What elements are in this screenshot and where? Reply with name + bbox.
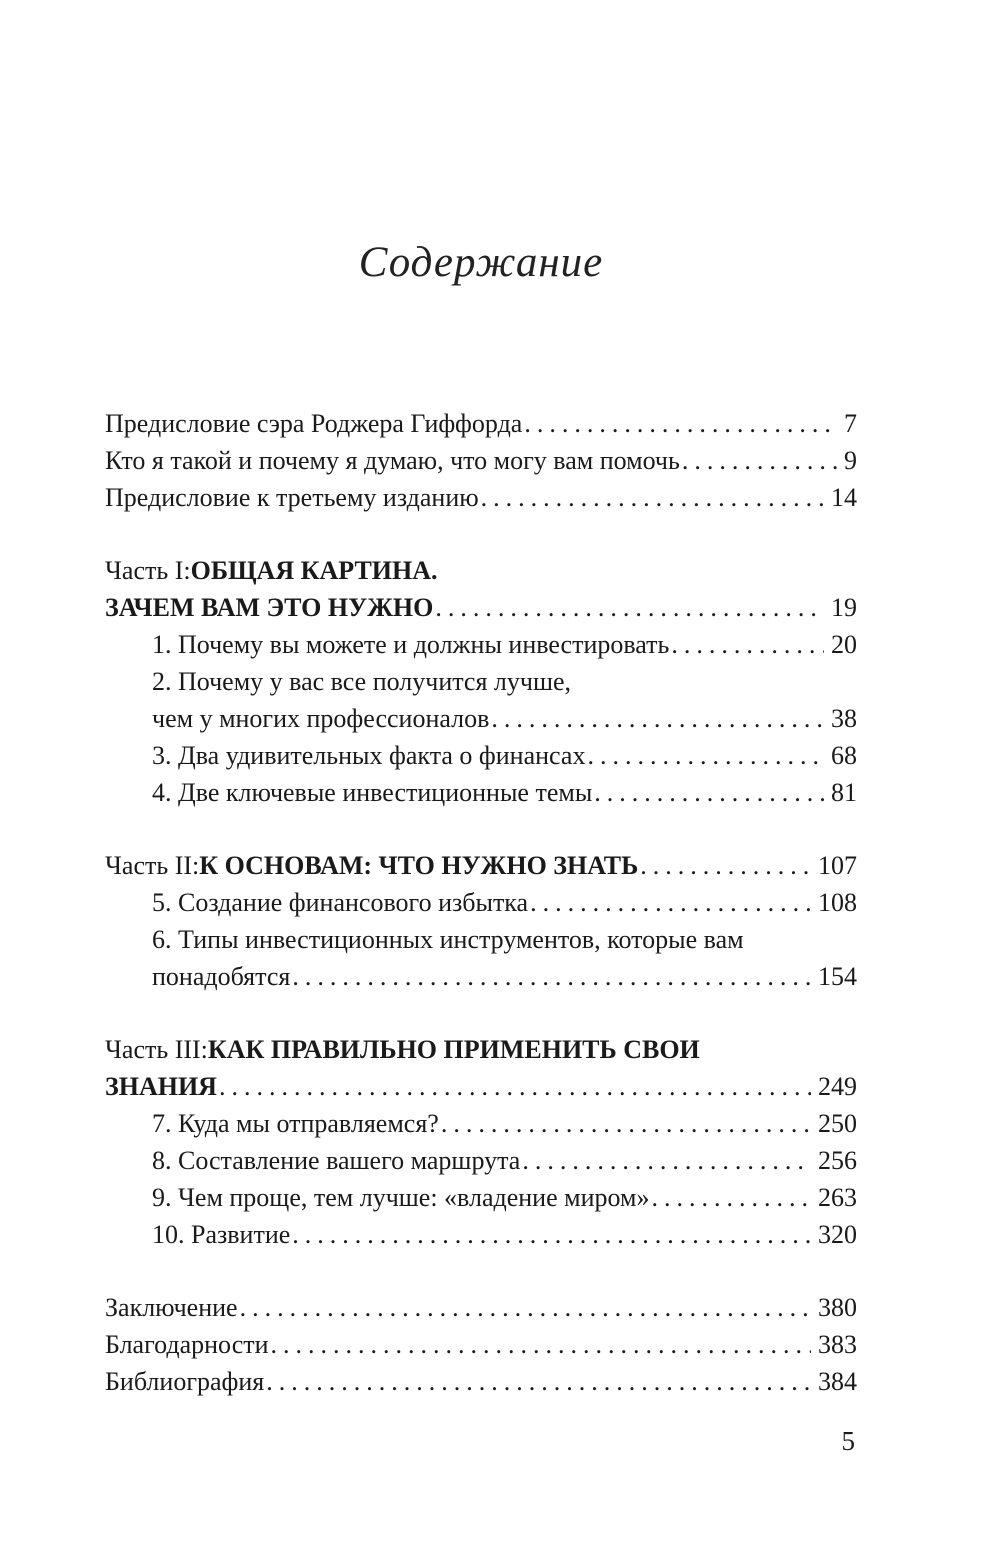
toc-row (105, 479, 857, 516)
toc-page-number: 320 (818, 1220, 857, 1249)
toc-page-number: 7 (844, 409, 857, 438)
dot-leader (292, 1216, 811, 1253)
toc-row (105, 1216, 857, 1253)
toc-list (105, 405, 857, 1400)
toc-row (105, 405, 857, 442)
dot-leader (594, 774, 824, 811)
toc-row (105, 626, 857, 663)
toc-page-number: 38 (831, 704, 857, 733)
toc-entry-text-bold: ОБЩАЯ КАРТИНА. (190, 556, 438, 585)
toc-row (105, 1289, 857, 1326)
dot-leader (219, 1068, 811, 1105)
toc-entry-text: Часть I: (105, 556, 191, 585)
toc-entry-text: понадобятся (152, 962, 291, 991)
toc-entry-text-bold: ЗНАНИЯ (105, 1072, 217, 1101)
toc-entry-text: Предисловие сэра Роджера Гиффорда (105, 409, 523, 438)
toc-entry-text: 8. Составление вашего маршрута (152, 1146, 521, 1175)
toc-row (105, 663, 857, 700)
toc-page-number: 68 (831, 741, 857, 770)
toc-row (105, 1031, 857, 1068)
toc-row (105, 552, 857, 589)
toc-page-number: 249 (818, 1072, 857, 1101)
dot-leader (640, 847, 811, 884)
toc-page-number: 250 (818, 1109, 857, 1138)
toc-entry-text: Часть III: (105, 1035, 208, 1064)
dot-leader (292, 958, 811, 995)
toc-row (105, 921, 857, 958)
toc-row (105, 958, 857, 995)
toc-page-number: 107 (818, 851, 857, 880)
toc-page-number: 380 (818, 1293, 857, 1322)
toc-entry-text-bold: К ОСНОВАМ: ЧТО НУЖНО ЗНАТЬ (199, 851, 639, 880)
page-number: 5 (841, 1426, 855, 1456)
toc-page-number: 20 (831, 630, 857, 659)
toc-page-number: 108 (818, 888, 857, 917)
dot-leader (524, 405, 837, 442)
dot-leader (481, 479, 824, 516)
toc-entry-text: 9. Чем проще, тем лучше: «владение миром» (152, 1183, 650, 1212)
toc-page-number: 19 (831, 593, 857, 622)
toc-entry-text: Заключение (105, 1293, 238, 1322)
toc-entry-text: Предисловие к третьему изданию (105, 483, 479, 512)
toc-row (105, 1068, 857, 1105)
toc-row (105, 847, 857, 884)
toc-entry-text-bold: КАК ПРАВИЛЬНО ПРИМЕНИТЬ СВОИ (207, 1035, 700, 1064)
toc-row (105, 1363, 857, 1400)
toc-entry-text: 2. Почему у вас все получится лучше, (152, 667, 572, 696)
toc-entry-text: 3. Два удивительных факта о финансах (152, 741, 586, 770)
toc-page-number: 256 (818, 1146, 857, 1175)
toc-entry-text: Кто я такой и почему я думаю, что могу вам помочь (105, 446, 680, 475)
toc-entry-text: 4. Две ключевые инвестиционные темы (152, 778, 593, 807)
toc-title: Содержание (358, 239, 604, 286)
dot-leader (671, 626, 824, 663)
dot-leader (587, 737, 824, 774)
toc-entry-text: 6. Типы инвестиционных инструментов, которые вам (152, 925, 744, 954)
toc-row (105, 589, 857, 626)
toc-row (105, 700, 857, 737)
dot-leader (266, 1363, 811, 1400)
dot-leader (491, 700, 824, 737)
toc-row (105, 1105, 857, 1142)
toc-page-number: 154 (818, 962, 857, 991)
toc-page-number: 263 (818, 1183, 857, 1212)
toc-page-number: 9 (844, 446, 857, 475)
toc-entry-text-bold: ЗАЧЕМ ВАМ ЭТО НУЖНО (105, 593, 434, 622)
book-page (105, 0, 857, 1552)
toc-row (105, 442, 857, 479)
toc-row (105, 884, 857, 921)
toc-entry-text: 7. Куда мы отправляемся? (152, 1109, 439, 1138)
toc-row (105, 1326, 857, 1363)
dot-leader (441, 1105, 811, 1142)
dot-leader (522, 1142, 811, 1179)
toc-entry-text: 10. Развитие (152, 1220, 291, 1249)
dot-leader (240, 1289, 811, 1326)
toc-entry-text: 5. Создание финансового избытка (152, 888, 529, 917)
toc-row (105, 1142, 857, 1179)
toc-entry-text: Библиография (105, 1367, 265, 1396)
toc-page-number: 383 (818, 1330, 857, 1359)
toc-page-number: 384 (818, 1367, 857, 1396)
dot-leader (435, 589, 824, 626)
dot-leader (651, 1179, 811, 1216)
toc-page-number: 14 (831, 483, 857, 512)
dot-leader (682, 442, 837, 479)
dot-leader (530, 884, 811, 921)
toc-entry-text: чем у многих профессионалов (152, 704, 490, 733)
toc-page-number: 81 (831, 778, 857, 807)
toc-entry-text: 1. Почему вы можете и должны инвестировать (152, 630, 670, 659)
dot-leader (271, 1326, 811, 1363)
toc-row (105, 737, 857, 774)
toc-row (105, 1179, 857, 1216)
toc-entry-text: Часть II: (105, 851, 200, 880)
toc-entry-text: Благодарности (105, 1330, 269, 1359)
toc-row (105, 774, 857, 811)
